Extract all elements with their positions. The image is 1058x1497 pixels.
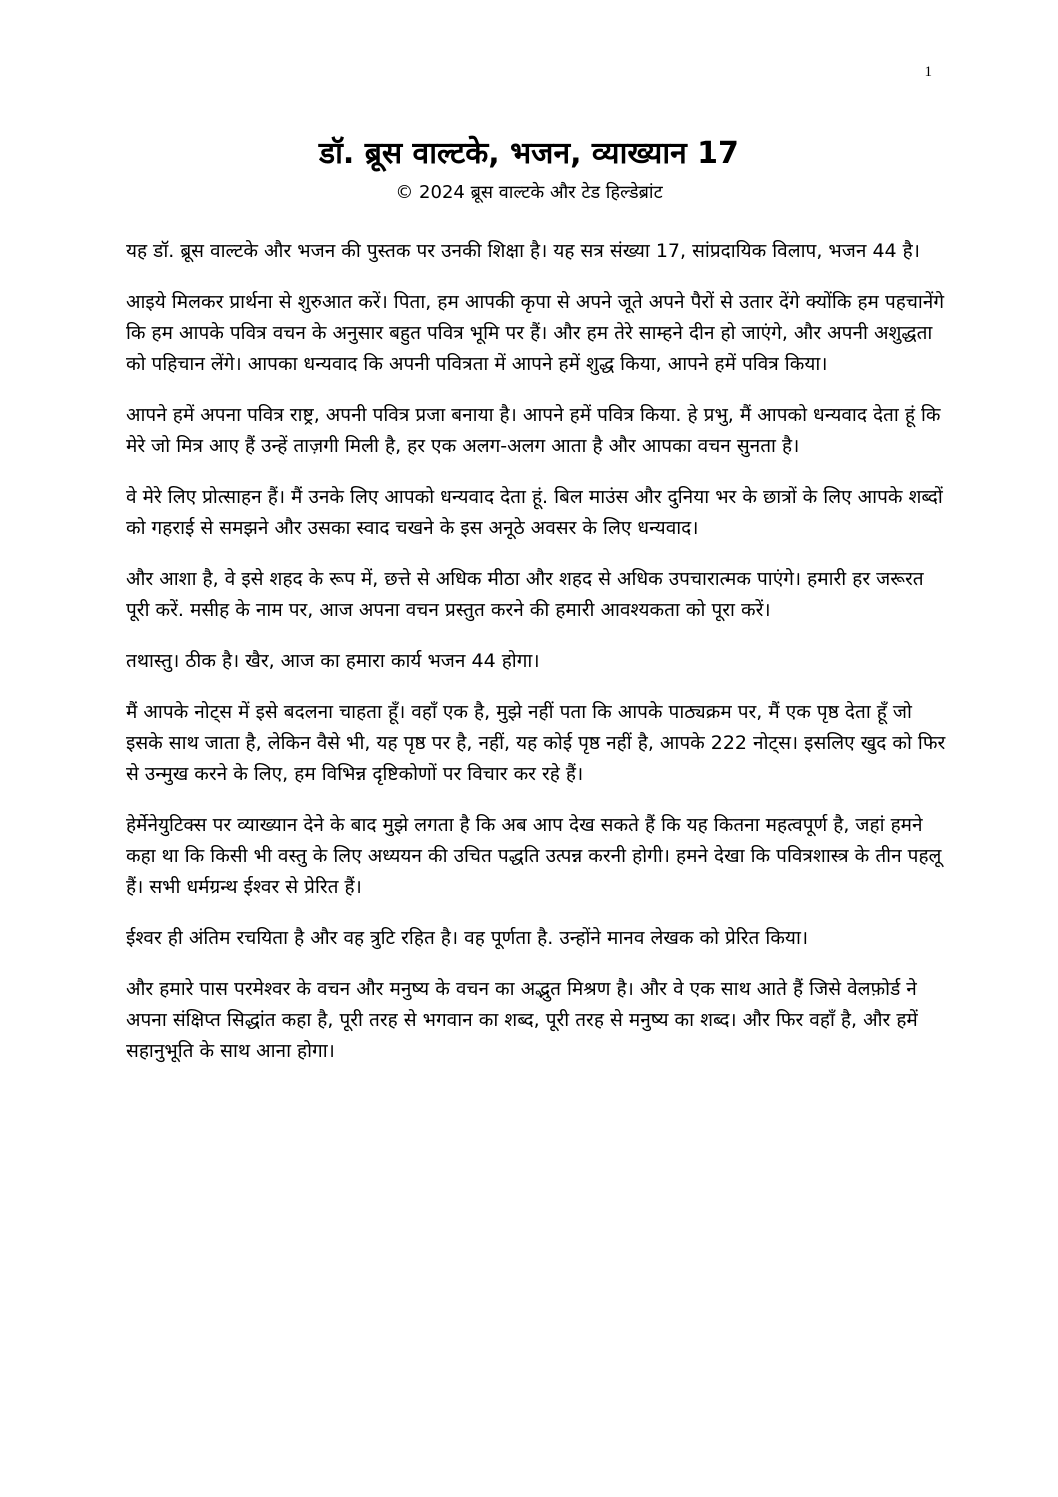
copyright-line: © 2024 ब्रूस वाल्टके और टेड हिल्डेब्रांट — [395, 182, 663, 203]
document-body — [126, 236, 946, 1087]
paragraph: हेर्मेनेयुटिक्स पर व्याख्यान देने के बाद मुझे लगता है कि अब आप देख सकते हैं कि यह कितना महत्वपूर्ण है, जहां हमने कहा था कि किसी भी वस्तु के लिए अध्ययन की उचित पद्धति उत्पन्न करनी होगी। हमने देखा कि पवित्रशास्त्र के तीन पहलू हैं। सभी धर्मग्रन्थ ईश्वर से प्रेरित हैं। — [126, 814, 942, 898]
paragraph: वे मेरे लिए प्रोत्साहन हैं। मैं उनके लिए आपको धन्यवाद देता हूं. बिल माउंस और दुनिया भर के छात्रों के लिए आपके शब्दों को गहराई से समझने और उसका स्वाद चखने के इस अनूठे अवसर के लिए धन्यवाद। — [126, 486, 943, 539]
paragraph: और हमारे पास परमेश्वर के वचन और मनुष्य के वचन का अद्भुत मिश्रण है। और वे एक साथ आते हैं जिसे वेलफ़ोर्ड ने अपना संक्षिप्त सिद्धांत कहा है, पूरी तरह से भगवान का शब्द, पूरी तरह से मनुष्य का शब्द। और फिर वहाँ है, और हमें सहानुभूति के साथ आना होगा। — [126, 978, 918, 1062]
paragraph: तथास्तु। ठीक है। खैर, आज का हमारा कार्य भजन 44 होगा। — [126, 650, 540, 672]
paragraph: आइये मिलकर प्रार्थना से शुरुआत करें। पिता, हम आपकी कृपा से अपने जूते अपने पैरों से उतार देंगे क्योंकि हम पहचानेंगे कि हम आपके पवित्र वचन के अनुसार बहुत पवित्र भूमि पर हैं। और हम तेरे साम्हने दीन हो जाएंगे, और अपनी अशुद्धता को पहिचान लेंगे। आपका धन्यवाद कि अपनी पवित्रता में आपने हमें शुद्ध किया, आपने हमें पवित्र किया। — [126, 291, 945, 375]
paragraph: यह डॉ. ब्रूस वाल्टके और भजन की पुस्तक पर उनकी शिक्षा है। यह सत्र संख्या 17, सांप्रदायिक विलाप, भजन 44 है। — [126, 240, 920, 262]
paragraph: मैं आपके नोट्स में इसे बदलना चाहता हूँ। वहाँ एक है, मुझे नहीं पता कि आपके पाठ्यक्रम पर, मैं एक पृष्ठ देता हूँ जो इसके साथ जाता है, लेकिन वैसे भी, यह पृष्ठ पर है, नहीं, यह कोई पृष्ठ नहीं है, आपके 222 नोट्स। इसलिए खुद को फिर से उन्मुख करने के लिए, हम विभिन्न दृष्टिकोणों पर विचार कर रहे हैं। — [126, 701, 946, 785]
paragraph: और आशा है, वे इसे शहद के रूप में, छत्ते से अधिक मीठा और शहद से अधिक उपचारात्मक पाएंगे। हमारी हर जरूरत पूरी करें. मसीह के नाम पर, आज अपना वचन प्रस्तुत करने की हमारी आवश्यकता को पूरा करें। — [126, 568, 924, 621]
document-title: डॉ. ब्रूस वाल्टके, भजन, व्याख्यान 17 — [319, 136, 739, 171]
paragraph: आपने हमें अपना पवित्र राष्ट्र, अपनी पवित्र प्रजा बनाया है। आपने हमें पवित्र किया. हे प्रभु, मैं आपको धन्यवाद देता हूं कि मेरे जो मित्र आए हैं उन्हें ताज़गी मिली है, हर एक अलग-अलग आता है और आपका वचन सुनता है। — [126, 404, 941, 457]
page-number: 1 — [924, 64, 932, 80]
paragraph: ईश्वर ही अंतिम रचयिता है और वह त्रुटि रहित है। वह पूर्णता है. उन्होंने मानव लेखक को प्रेरित किया। — [126, 927, 809, 949]
